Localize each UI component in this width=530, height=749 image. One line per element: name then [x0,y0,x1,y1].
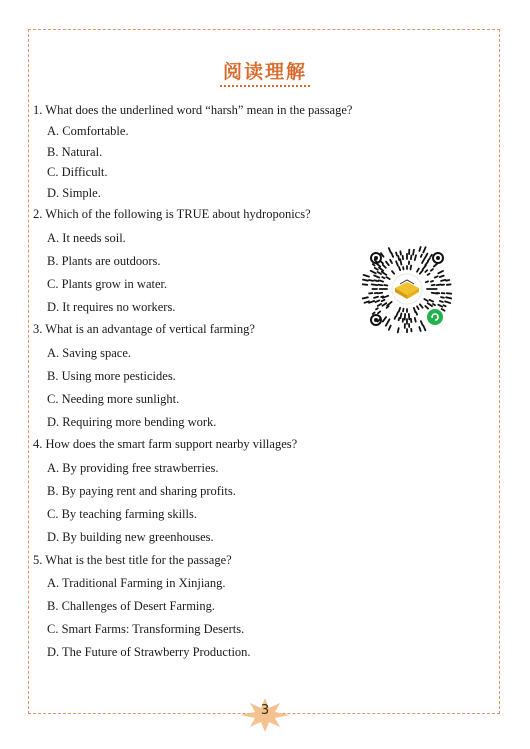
qr-code-mark [382,277,384,278]
qr-code-mark [388,319,390,322]
qr-code-mark [435,276,438,277]
qr-finder-dot [374,318,378,322]
qr-code-mark [441,280,445,281]
qr-finder-dot [436,256,440,260]
qr-code-mark [362,284,367,285]
qr-code-mark [446,280,449,281]
qr-code-mark [382,272,387,275]
qr-code-mark [375,268,378,270]
qr-code-mark [445,301,450,303]
question-2-option-d: D. It requires no workers. [47,300,176,314]
qr-code-mark [392,271,394,274]
question-4-option-b: B. By paying rent and sharing profits. [47,484,236,498]
qr-code-mark [374,275,379,277]
question-3-option-a: A. Saving space. [47,346,132,360]
question-1-option-b: B. Natural. [47,145,103,159]
page-title-text: 阅读理解 [220,61,310,87]
qr-code-mark [399,308,400,312]
qr-code-mark [421,321,423,325]
qr-code-mark [428,303,432,306]
question-5-option-b: B. Challenges of Desert Farming. [47,599,216,613]
qr-code-mark [378,293,382,294]
qr-code-mark [447,293,452,294]
qr-code-mark [410,265,411,269]
qr-code-mark [430,300,434,302]
qr-code-mark [389,326,391,330]
question-1-option-d: D. Simple. [47,186,101,200]
qr-code-mark [383,317,386,321]
question-5: 5. What is the best title for the passage? [33,553,232,567]
qr-code-mark [390,260,392,263]
qr-code-mark [417,269,419,272]
qr-code-mark [389,248,391,252]
question-5-option-c: C. Smart Farms: Transforming Deserts. [47,622,245,636]
qr-code-mark [417,306,419,309]
qr-code-mark [419,327,420,331]
qr-code-mark [372,284,378,285]
qr-code-mark [438,305,442,307]
qr-code-mark [384,285,387,286]
qr-code-mark [375,300,379,302]
qr-code-mark [378,272,381,274]
qr-code-mark [382,303,386,306]
qr-code-mark [414,308,416,312]
question-3-option-c: C. Needing more sunlight. [47,392,180,406]
qr-code-mark [420,270,423,274]
qr-code-mark [438,271,443,273]
qr-code-mark [440,301,443,302]
qr-code-mark [399,267,400,270]
qr-code-mark [415,318,416,322]
qr-code-mark [428,274,430,275]
qr-code-mark [446,297,452,298]
qr-code-mark [441,297,444,298]
qr-code-mark [379,268,383,271]
question-4-option-c: C. By teaching farming skills. [47,507,197,521]
qr-code-mark [437,285,441,286]
qr-code-mark [426,281,428,282]
qr-code-mark [442,309,445,311]
question-2-option-b: B. Plants are outdoors. [47,254,161,268]
qr-code-mark [420,304,423,307]
question-3: 3. What is an advantage of vertical farming? [33,322,255,336]
qr-code-mark [375,260,378,262]
question-2: 2. Which of the following is TRUE about hydroponics? [33,207,311,221]
qr-code-mark [376,308,378,309]
qr-code-mark [400,313,401,318]
qr-code-mark [396,252,397,255]
qr-code-mark [434,264,437,267]
qr-code-mark [415,255,416,260]
qr-code-mark [425,306,428,309]
qr-code-mark [422,260,424,263]
qr-code-mark [444,305,446,306]
qr-code-mark [373,264,375,265]
qr-code-mark [396,261,398,265]
question-5-option-a: A. Traditional Farming in Xinjiang. [47,576,226,590]
qr-code-mark [419,247,420,251]
qr-code-mark [423,326,425,331]
question-1-option-a: A. Comfortable. [47,124,129,138]
qr-code-mark [416,312,417,314]
qr-code-mark [386,262,389,266]
qr-code-mark [395,317,396,319]
qr-code-mark [421,255,422,257]
page-number: 3 [260,703,270,718]
page-title [0,57,530,84]
question-2-option-c: C. Plants grow in water. [47,277,168,291]
question-4-option-a: A. By providing free strawberries. [47,461,219,475]
question-4-option-d: D. By building new greenhouses. [47,530,214,544]
qr-code-mark [424,299,427,301]
qr-code-mark [398,328,399,332]
qr-code-mark [400,251,401,254]
qr-code-mark [428,258,430,261]
qr-code-mark [362,297,367,298]
qr-code-mark [381,262,383,264]
qr-code-mark [382,300,385,301]
qr-code-mark [386,324,387,326]
qr-code-mark [374,280,378,281]
mini-program-qr-code [362,244,452,334]
qr-finder-dot [374,256,378,260]
qr-code-mark [374,297,378,298]
qr-code-mark [378,304,381,306]
qr-code-mark [386,277,389,279]
qr-code-mark [425,262,428,266]
question-1: 1. What does the underlined word “harsh” mean in the passage? [33,103,353,117]
qr-code-mark [373,313,375,314]
qr-code-mark [371,271,376,273]
qr-code-mark [387,302,392,306]
qr-code-mark [413,250,414,255]
qr-code-mark [398,256,399,260]
qr-code-mark [399,318,400,320]
qr-code-mark [431,255,432,257]
qr-code-mark [423,247,425,252]
question-4: 4. How does the smart farm support nearby villages? [33,437,298,451]
question-1-option-c: C. Difficult. [47,165,108,179]
qr-code-mark [425,270,427,272]
qr-code-mark [431,281,433,282]
qr-code-mark [431,269,433,271]
qr-code-mark [378,311,380,313]
question-5-option-d: D. The Future of Strawberry Production. [47,645,251,659]
mini-program-badge-icon [427,309,443,325]
question-3-option-b: B. Using more pesticides. [47,369,176,383]
qr-code-mark [378,285,382,286]
qr-code-mark [400,259,401,264]
qr-code-mark [369,280,373,281]
qr-code-mark [364,275,369,277]
qr-code-mark [425,254,428,259]
qr-code-mark [383,265,386,268]
question-2-option-a: A. It needs soil. [47,231,126,245]
qr-code-mark [363,280,368,281]
qr-code-mark [396,312,398,316]
qr-code-mark [440,276,444,277]
question-3-option-d: D. Requiring more bending work. [47,415,217,429]
qr-code-mark [379,280,383,281]
qr-code-mark [433,304,435,305]
qr-code-mark [391,253,393,257]
qr-code-mark [381,296,383,297]
